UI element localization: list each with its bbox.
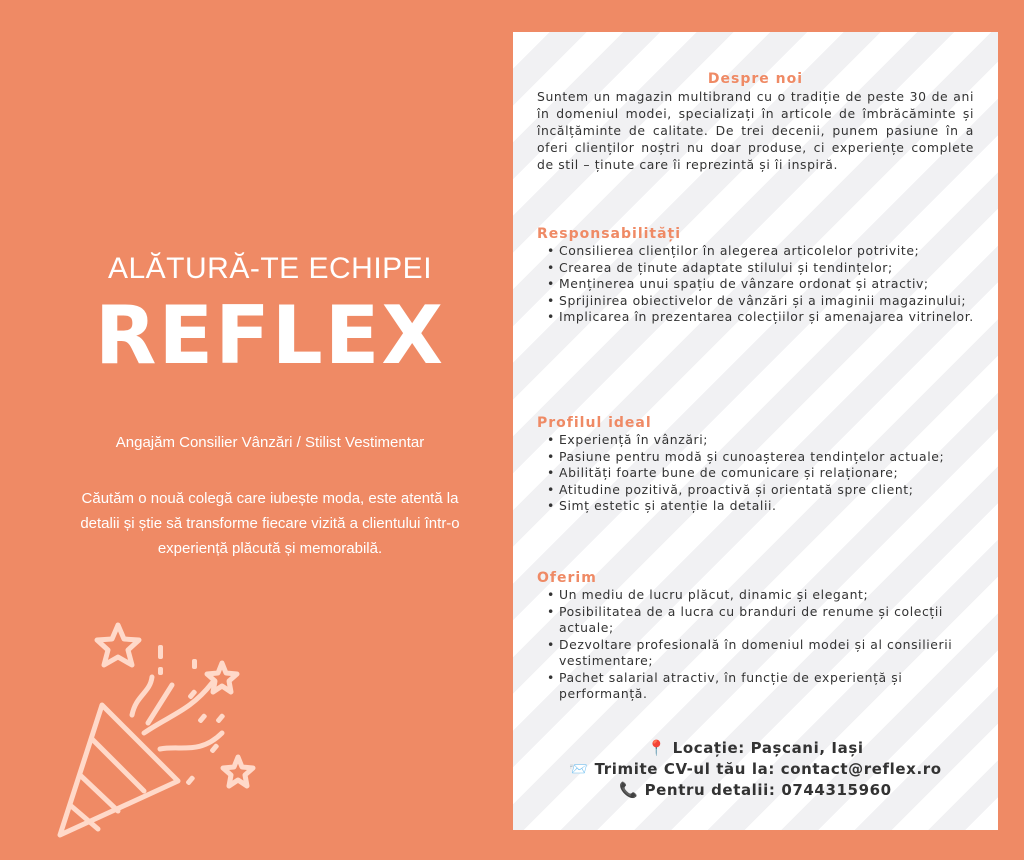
party-popper-confetti-icon — [40, 615, 270, 850]
list-item: • Sprijinirea obiectivelor de vânzări și a imaginii magazinului; — [545, 293, 974, 310]
list-item: • Un mediu de lucru plăcut, dinamic și elegant; — [545, 587, 974, 604]
list-item: • Consilierea clienților în alegerea articolelor potrivite; — [545, 243, 974, 260]
intro-text: Căutăm o nouă colegă care iubește moda, este atentă la detalii și știe să transforme fiecare vizită a clientului într-o experiență plăcută și memorabilă. — [80, 490, 460, 557]
responsibilities-title: Responsabilități — [537, 226, 682, 242]
about-title: Despre noi — [707, 71, 804, 87]
contact-block — [513, 738, 998, 801]
about-text: Suntem un magazin multibrand cu o tradiție de peste 30 de ani în domeniul modei, specializați în articole de îmbrăcăminte și încălțăminte de calitate. De trei decenii, punem pasiune în a oferi clienților noștri nu doar produse, ci experiențe complete de stil – ținute care îi reprezintă și îi inspiră. — [537, 89, 974, 172]
profile-title: Profilul ideal — [537, 415, 652, 431]
list-item: • Crearea de ținute adaptate stilului și tendințelor; — [545, 260, 974, 277]
list-item: • Abilități foarte bune de comunicare și relaționare; — [545, 465, 974, 482]
job-subtitle: Angajăm Consilier Vânzări / Stilist Vestimentar — [115, 434, 425, 451]
list-item: • Menținerea unui spațiu de vânzare ordonat și atractiv; — [545, 276, 974, 293]
offer-section — [537, 569, 974, 703]
profile-list — [537, 432, 974, 515]
offer-list — [537, 587, 974, 703]
location-pin-icon: 📍 — [647, 739, 667, 757]
envelope-icon: 📨 — [569, 760, 589, 778]
job-details-card — [513, 32, 998, 830]
list-item: • Experiență în vânzări; — [545, 432, 974, 449]
email-line — [513, 759, 998, 780]
headline: ALĂTURĂ-TE ECHIPEI — [107, 252, 433, 285]
list-item: • Pachet salarial atractiv, în funcție de experiență și performanță. — [545, 670, 974, 703]
phone-icon: 📞 — [619, 781, 639, 799]
list-item: • Atitudine pozitivă, proactivă și orientată spre client; — [545, 482, 974, 499]
location-text: Locație: Pașcani, Iași — [672, 739, 864, 757]
list-item: • Implicarea în prezentarea colecțiilor și amenajarea vitrinelor. — [545, 309, 974, 326]
about-section — [537, 70, 974, 173]
responsibilities-section — [537, 225, 974, 326]
phone-text[interactable]: Pentru detalii: 0744315960 — [644, 781, 892, 799]
brand-name: REFLEX — [94, 289, 446, 382]
responsibilities-list — [537, 243, 974, 326]
profile-section — [537, 414, 974, 515]
offer-title: Oferim — [537, 570, 597, 586]
list-item: • Simț estetic și atenție la detalii. — [545, 498, 974, 515]
list-item: • Posibilitatea de a lucra cu branduri de renume și colecții actuale; — [545, 604, 974, 637]
list-item: • Dezvoltare profesională în domeniul modei și al consilierii vestimentare; — [545, 637, 974, 670]
list-item: • Pasiune pentru modă și cunoașterea tendințelor actuale; — [545, 449, 974, 466]
location-line — [513, 738, 998, 759]
email-text[interactable]: Trimite CV-ul tău la: contact@reflex.ro — [594, 760, 942, 778]
phone-line — [513, 780, 998, 801]
